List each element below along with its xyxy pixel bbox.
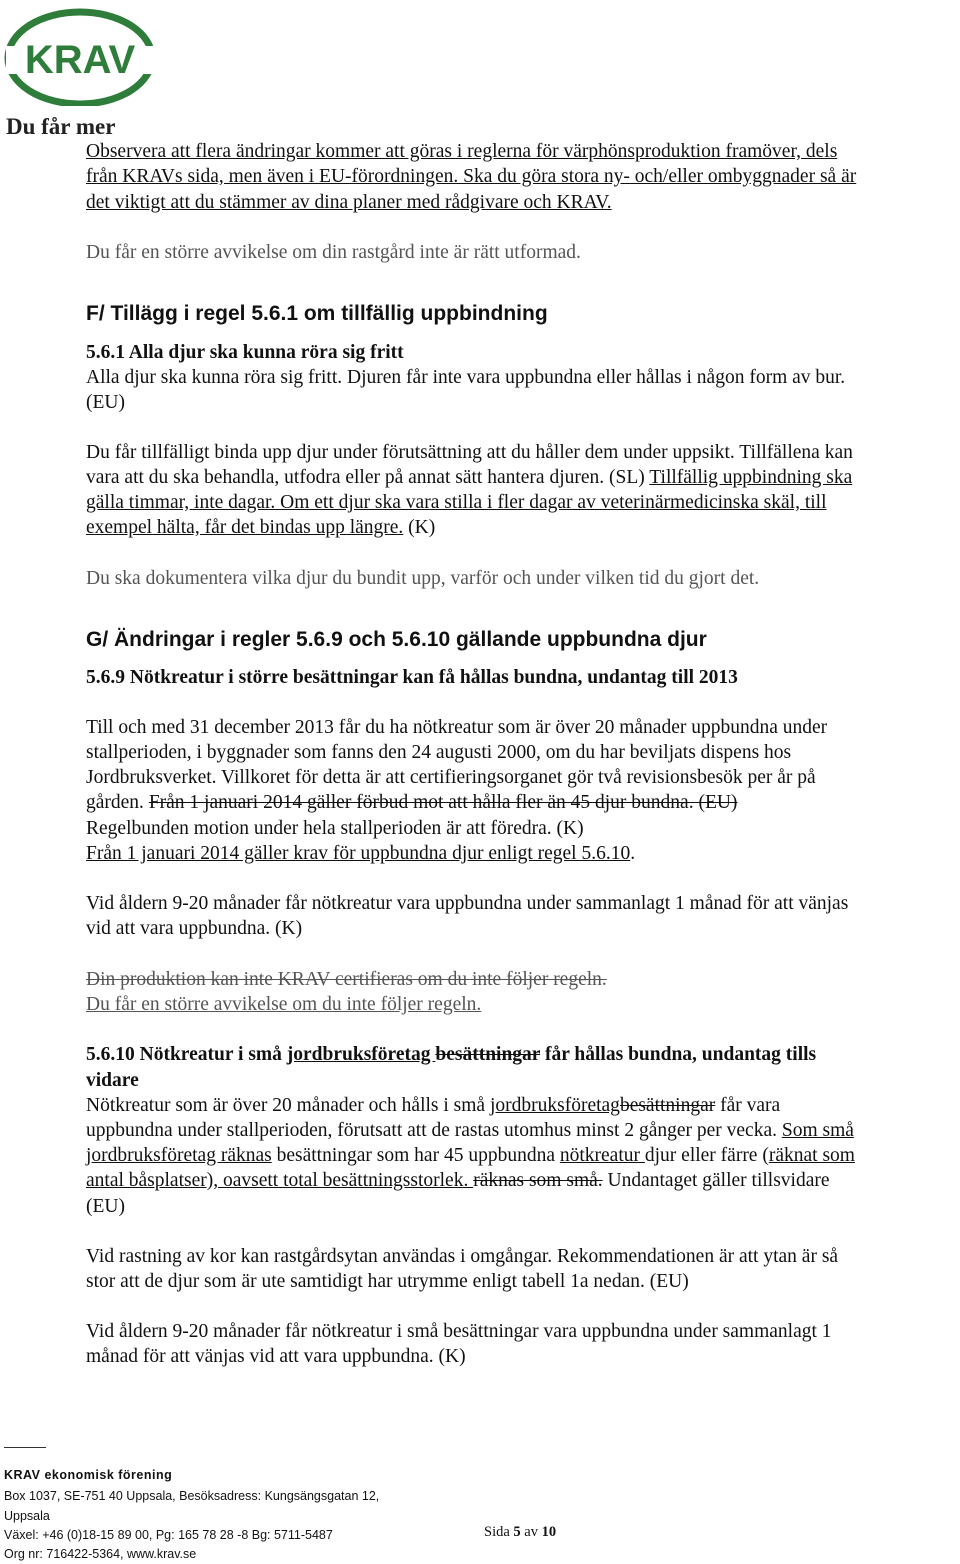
rule-5610-p1-line1 [86, 1095, 780, 1117]
text-segment: uppbundna under stallperioden, förutsatt att de rastas utomhus minst 2 gånger per vecka. [86, 1120, 782, 1141]
page-of: av [520, 1524, 542, 1540]
page-label: Sida [484, 1524, 514, 1540]
text-segment-underlined: antal båsplatser), oavsett total besättningsstorlek. [86, 1170, 474, 1191]
section-g-title: G/ Ändringar i regler 5.6.9 och 5.6.10 gällande uppbundna djur [86, 628, 707, 651]
text-segment-underlined: Om ett djur ska vara stilla i fler dagar av veterinärmedicinska skäl, till [275, 492, 827, 513]
footer-orgnr-text: Org nr: 716422-5364, [4, 1547, 127, 1561]
rule-569-p1-line5: Regelbunden motion under hela stallperioden är att föredra. (K) [86, 818, 584, 839]
rule-5610-title-line2: vidare [86, 1070, 139, 1091]
rule-5610-p1-line4 [86, 1170, 830, 1192]
section-f-title: F/ Tillägg i regel 5.6.1 om tillfällig uppbindning [86, 302, 548, 325]
text-segment: Undantaget gäller tillsvidare [602, 1170, 830, 1191]
text-segment-struck: besättningar [619, 1095, 716, 1116]
intro-p1-line3: det viktigt att du stämmer av dina planer med rådgivare och KRAV. [86, 192, 612, 213]
rule-561-p2-line4 [86, 517, 435, 539]
text-segment-underlined: Som små [781, 1120, 854, 1141]
rule-569-p1-line3: Jordbruksverket. Villkoret för detta är att certifieringsorganet gör två revisionsbesök per år på [86, 767, 816, 788]
rule-5610-title-line1 [86, 1044, 816, 1066]
footer-org [4, 1468, 172, 1482]
text-segment: besättningar som har 45 uppbundna [271, 1145, 560, 1166]
rule-569-p3-line1: Din produktion kan inte KRAV certifieras om du inte följer regeln. [86, 969, 607, 990]
footer-address-line2: Uppsala [4, 1509, 50, 1523]
rule-5610-p3-line2: månad för att vänjas vid att vara uppbundna. (K) [86, 1346, 466, 1367]
rule-569-p2-line1: Vid åldern 9-20 månader får nötkreatur vara uppbundna under sammanlagt 1 månad för att vänjas [86, 893, 849, 914]
rule-561-p1-line2: (EU) [86, 392, 125, 413]
rule-569-p1-line2: stallperioden, i byggnader som fanns den 24 augusti 2000, om du har beviljats dispens hos [86, 742, 792, 763]
text-segment-struck: Från 1 januari 2014 gäller förbud mot att hålla fler än 45 djur bundna. (EU) [148, 792, 738, 813]
text-segment: . [630, 843, 636, 864]
text-segment: Nötkreatur som är över 20 månader och hålls i små [86, 1095, 490, 1116]
rule-5610-p2-line2: stor att de djur som är ute samtidigt har utrymme enligt tabell 1a nedan. (EU) [86, 1271, 689, 1292]
footer-org-name: KRAV ekonomisk förening [4, 1468, 173, 1482]
footer-address-line1: Box 1037, SE-751 40 Uppsala, Besöksadress: Kungsängsgatan 12, [4, 1489, 380, 1503]
page-total: 10 [541, 1524, 557, 1540]
rule-561-p2-line2 [86, 467, 852, 489]
text-segment-struck: besättningar [435, 1044, 541, 1065]
rule-5610-p3-line1: Vid åldern 9-20 månader får nötkreatur i små besättningar vara uppbundna under sammanlagt 1 [86, 1321, 832, 1342]
text-segment-underlined: Från 1 januari 2014 gäller krav för uppbundna djur enligt regel 5.6.10 [86, 843, 631, 864]
krav-logo [4, 6, 154, 106]
text-segment: gården. [86, 792, 149, 813]
rule-5610-p1-line2 [86, 1120, 854, 1142]
text-segment-underlined: jordbruksföretag [286, 1044, 436, 1065]
intro-p2: Du får en större avvikelse om din rastgård inte är rätt utformad. [86, 242, 581, 263]
text-segment-underlined: exempel hälta, får det bindas upp längre. [86, 517, 404, 538]
rule-569-title: 5.6.9 Nötkreatur i större besättningar kan få hållas bundna, undantag till 2013 [86, 667, 738, 688]
intro-p1-line1: Observera att flera ändringar kommer att göras i reglerna för värphönsproduktion framöver, dels [86, 141, 838, 162]
page-number [484, 1524, 556, 1541]
text-segment: djur eller färre ( [644, 1145, 769, 1166]
text-segment-struck: räknas som små. [473, 1170, 603, 1191]
text-segment: får hållas bundna, undantag tills [540, 1044, 817, 1065]
rule-569-p3-line2: Du får en större avvikelse om du inte följer regeln. [86, 994, 482, 1015]
text-segment: (K) [403, 517, 436, 538]
text-segment: vara att du ska behandla, utfodra eller på annat sätt hantera djuren. (SL) [86, 467, 650, 488]
rule-5610-p1-line3 [86, 1145, 855, 1167]
rule-561-p3: Du ska dokumentera vilka djur du bundit upp, varför och under vilken tid du gjort det. [86, 568, 760, 589]
page-current: 5 [513, 1524, 521, 1540]
text-segment: 5.6.10 Nötkreatur i små [86, 1044, 287, 1065]
logo-text: KRAV [24, 38, 136, 82]
rule-569-p1-line1: Till och med 31 december 2013 får du ha nötkreatur som är över 20 månader uppbundna under [86, 717, 828, 738]
text-segment-underlined: jordbruksföretag räknas [86, 1145, 272, 1166]
text-segment-underlined: jordbruksföretag [489, 1095, 620, 1116]
rule-561-p2-line1: Du får tillfälligt binda upp djur under förutsättning att du håller dem under uppsikt. Tillfällena kan [86, 442, 853, 463]
text-segment-underlined: gälla timmar, inte dagar. [86, 492, 276, 513]
footer-phone: Växel: +46 (0)18-15 89 00, Pg: 165 78 28 -8 Bg: 5711-5487 [4, 1528, 333, 1542]
rule-561-p2-line3 [86, 492, 827, 514]
rule-569-p1-line4 [86, 792, 737, 814]
rule-561-title: 5.6.1 Alla djur ska kunna röra sig fritt [86, 342, 404, 363]
rule-5610-p1-line5: (EU) [86, 1196, 125, 1217]
rule-569-p1-line6 [86, 843, 635, 865]
rule-569-p2-line2: vid att vara uppbundna. (K) [86, 918, 303, 939]
text-segment: får vara [715, 1095, 781, 1116]
text-segment-underlined: räknat som [768, 1145, 855, 1166]
footer-divider [4, 1447, 46, 1448]
text-segment-underlined: nötkreatur [559, 1145, 645, 1166]
krav-logo-icon [4, 6, 154, 106]
rule-561-p1-line1: Alla djur ska kunna röra sig fritt. Djuren får inte vara uppbundna eller hållas i någon form av bur. [86, 367, 846, 388]
footer-orgnr [4, 1547, 196, 1561]
website-link[interactable]: www.krav.se [127, 1547, 197, 1561]
intro-p1-line2: från KRAVs sida, men även i EU-förordningen. Ska du göra stora ny- och/eller ombyggnader så är [86, 166, 857, 187]
text-segment-underlined: Tillfällig uppbindning ska [649, 467, 853, 488]
tagline: Du får mer [6, 114, 116, 139]
rule-5610-p2-line1: Vid rastning av kor kan rastgårdsytan användas i omgångar. Rekommendationen är att ytan är så [86, 1246, 839, 1267]
